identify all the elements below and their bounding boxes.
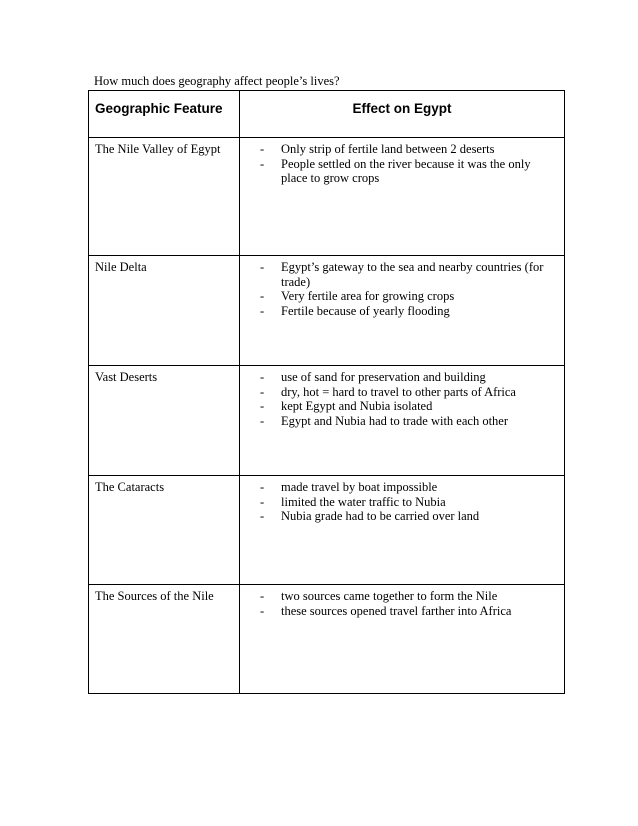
table-row <box>89 476 565 585</box>
effects-cell <box>240 366 565 476</box>
effects-cell <box>240 476 565 585</box>
list-item: - use of sand for preservation and building <box>260 370 486 384</box>
list-item: - Fertile because of yearly flooding <box>260 303 450 318</box>
question-text: How much does geography affect people’s lives? <box>94 74 340 88</box>
effect-list <box>260 589 558 618</box>
table-row <box>89 585 565 694</box>
effects-cell <box>240 256 565 366</box>
list-item: - dry, hot = hard to travel to other parts of Africa <box>260 384 516 399</box>
list-item: - these sources opened travel farther into Africa <box>260 603 512 618</box>
list-item: - kept Egypt and Nubia isolated <box>260 399 433 413</box>
list-item: - Only strip of fertile land between 2 deserts <box>260 142 495 156</box>
list-item: - Egypt’s gateway to the sea and nearby countries (for trade) <box>260 260 544 289</box>
table-row <box>89 138 565 256</box>
feature-cell: Nile Delta <box>89 256 240 366</box>
effect-list <box>260 480 558 524</box>
list-item: - made travel by boat impossible <box>260 480 438 494</box>
effects-cell <box>240 585 565 694</box>
list-item: - limited the water traffic to Nubia <box>260 494 446 509</box>
feature-cell: The Sources of the Nile <box>89 585 240 694</box>
geography-table <box>88 90 565 694</box>
feature-cell: Vast Deserts <box>89 366 240 476</box>
list-item: - Egypt and Nubia had to trade with each other <box>260 413 509 428</box>
effects-cell <box>240 138 565 256</box>
list-item: - Nubia grade had to be carried over land <box>260 509 480 523</box>
feature-cell: The Nile Valley of Egypt <box>89 138 240 256</box>
header-geographic-feature: Geographic Feature <box>89 91 240 138</box>
header-effect-on-egypt: Effect on Egypt <box>240 91 565 138</box>
effect-list <box>260 370 558 428</box>
table-row <box>89 366 565 476</box>
list-item: - Very fertile area for growing crops <box>260 289 455 303</box>
list-item: - People settled on the river because it was the only place to grow crops <box>260 156 531 185</box>
header-row <box>89 91 565 138</box>
effect-list <box>260 260 558 318</box>
effect-list <box>260 142 558 186</box>
table-row <box>89 256 565 366</box>
list-item: - two sources came together to form the Nile <box>260 589 498 603</box>
feature-cell: The Cataracts <box>89 476 240 585</box>
